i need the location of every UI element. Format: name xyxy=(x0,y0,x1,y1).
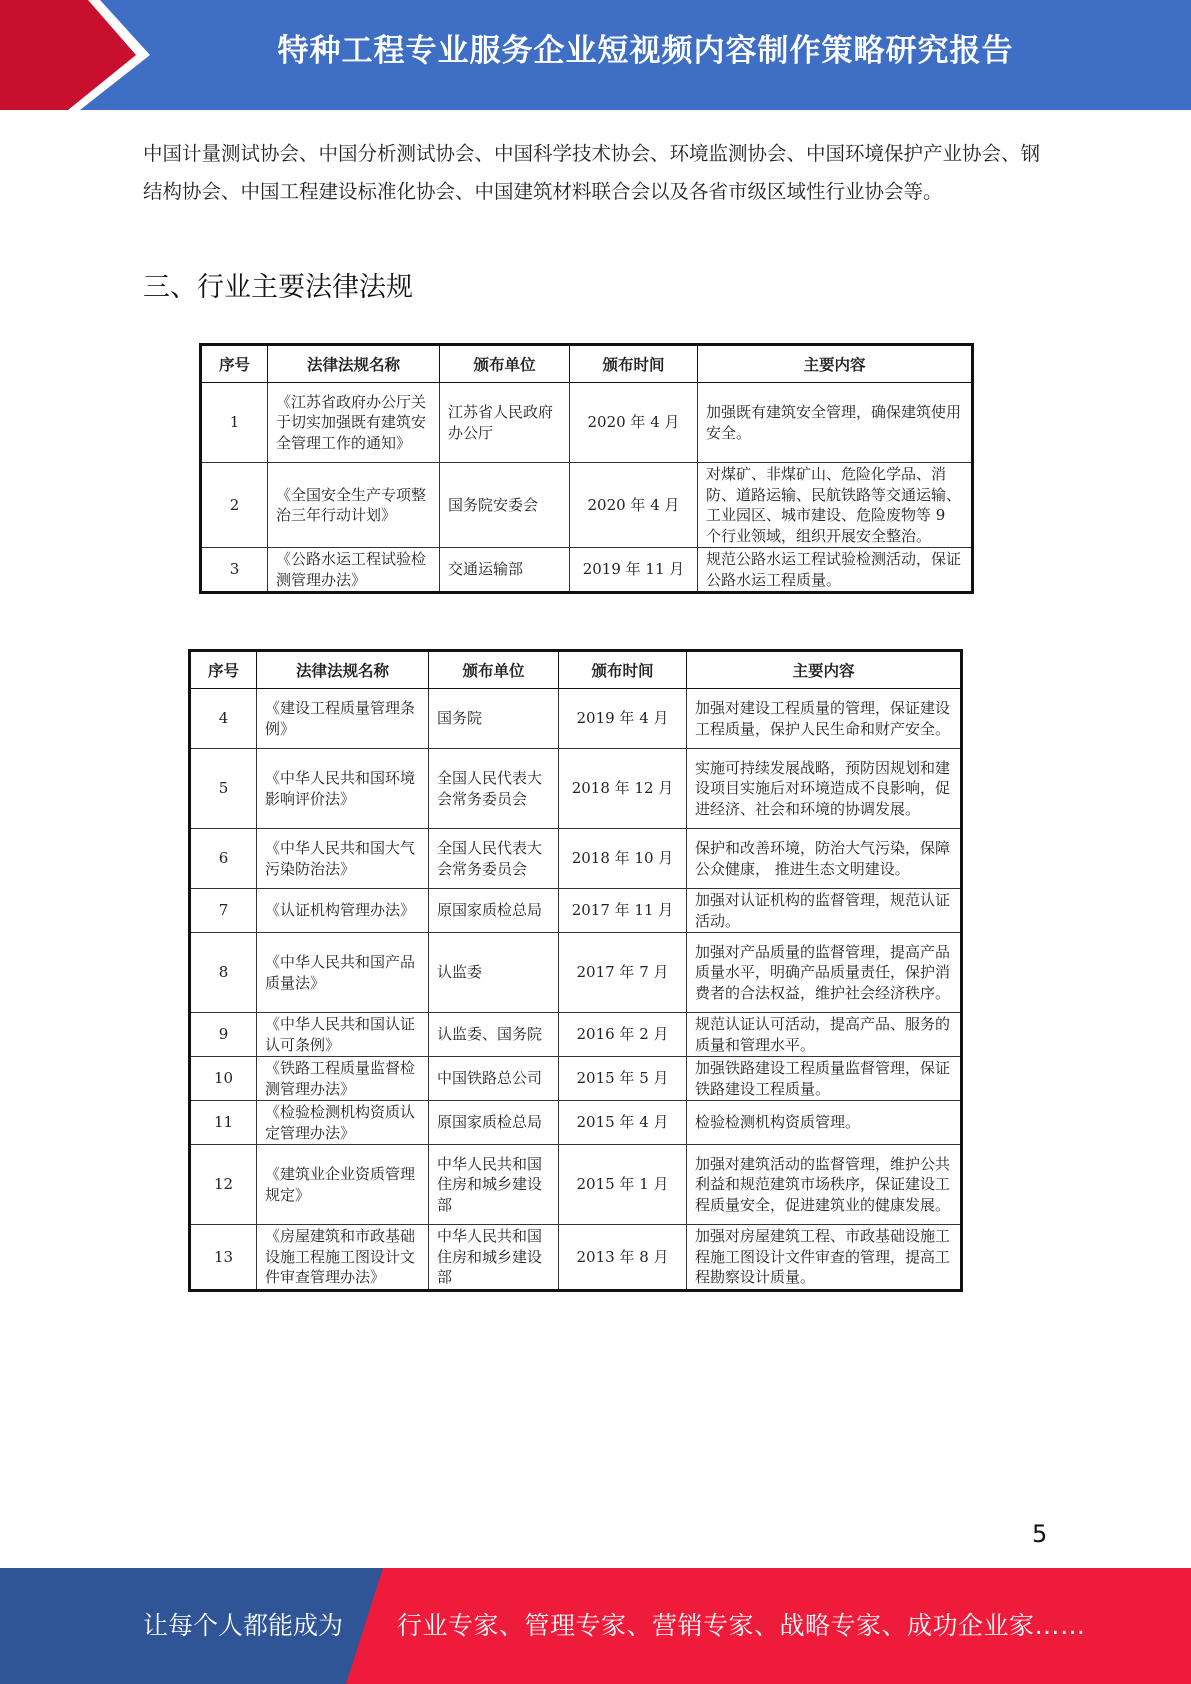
cell-date: 2019 年 11 月 xyxy=(570,548,698,592)
cell-date: 2018 年 10 月 xyxy=(559,829,687,889)
cell-content: 保护和改善环境，防治大气污染，保障公众健康， 推进生态文明建设。 xyxy=(687,829,961,889)
cell-name: 《中华人民共和国认证认可条例》 xyxy=(257,1013,429,1057)
cell-name: 《房屋建筑和市政基础设施工程施工图设计文件审查管理办法》 xyxy=(257,1225,429,1290)
page-number: 5 xyxy=(1032,1520,1048,1548)
cell-org: 国务院 xyxy=(429,689,559,749)
cell-org: 原国家质检总局 xyxy=(429,1101,559,1145)
cell-content: 规范公路水运工程试验检测活动，保证公路水运工程质量。 xyxy=(698,548,972,592)
page-header xyxy=(0,0,1191,110)
header-content: 主要内容 xyxy=(698,346,972,383)
cell-content: 检验检测机构资质管理。 xyxy=(687,1101,961,1145)
cell-content: 加强既有建筑安全管理，确保建筑使用安全。 xyxy=(698,383,972,463)
cell-content: 实施可持续发展战略，预防因规划和建设项目实施后对环境造成不良影响，促进经济、社会和环境的协调发展。 xyxy=(687,749,961,829)
cell-no: 5 xyxy=(191,749,257,829)
page-footer xyxy=(0,1568,1191,1684)
table-header-row xyxy=(191,652,961,689)
table-row xyxy=(191,749,961,829)
cell-name: 《建设工程质量管理条例》 xyxy=(257,689,429,749)
cell-content: 加强对建设工程质量的管理，保证建设工程质量，保护人民生命和财产安全。 xyxy=(687,689,961,749)
cell-date: 2017 年 11 月 xyxy=(559,889,687,933)
cell-no: 7 xyxy=(191,889,257,933)
cell-name: 《公路水运工程试验检测管理办法》 xyxy=(268,548,440,592)
cell-content: 规范认证认可活动，提高产品、服务的质量和管理水平。 xyxy=(687,1013,961,1057)
report-title: 特种工程专业服务企业短视频内容制作策略研究报告 xyxy=(277,33,1014,69)
table-row xyxy=(191,1145,961,1225)
cell-date: 2020 年 4 月 xyxy=(570,383,698,463)
header-date: 颁布时间 xyxy=(570,346,698,383)
table-row xyxy=(191,689,961,749)
header-content: 主要内容 xyxy=(687,652,961,689)
cell-no: 1 xyxy=(202,383,268,463)
header-name: 法律法规名称 xyxy=(268,346,440,383)
table-row xyxy=(202,463,972,548)
cell-org: 江苏省人民政府办公厅 xyxy=(440,383,570,463)
cell-no: 6 xyxy=(191,829,257,889)
header-no: 序号 xyxy=(191,652,257,689)
table-row xyxy=(191,889,961,933)
cell-org: 认监委、国务院 xyxy=(429,1013,559,1057)
cell-content: 加强铁路建设工程质量监督管理，保证铁路建设工程质量。 xyxy=(687,1057,961,1101)
cell-no: 13 xyxy=(191,1225,257,1290)
cell-no: 4 xyxy=(191,689,257,749)
cell-name: 《江苏省政府办公厅关于切实加强既有建筑安全管理工作的通知》 xyxy=(268,383,440,463)
cell-org: 中华人民共和国住房和城乡建设部 xyxy=(429,1145,559,1225)
cell-org: 全国人民代表大会常务委员会 xyxy=(429,749,559,829)
cell-name: 《检验检测机构资质认定管理办法》 xyxy=(257,1101,429,1145)
cell-content: 加强对认证机构的监督管理，规范认证活动。 xyxy=(687,889,961,933)
table-row xyxy=(191,933,961,1013)
cell-name: 《中华人民共和国产品质量法》 xyxy=(257,933,429,1013)
table-row xyxy=(191,1101,961,1145)
cell-name: 《建筑业企业资质管理规定》 xyxy=(257,1145,429,1225)
cell-content: 加强对产品质量的监督管理，提高产品质量水平，明确产品质量责任，保护消费者的合法权益，维护社会经济秩序。 xyxy=(687,933,961,1013)
cell-content: 对煤矿、非煤矿山、危险化学品、消防、道路运输、民航铁路等交通运输、工业园区、城市建设、危险废物等 9 个行业领域，组织开展安全整治。 xyxy=(698,463,972,548)
laws-table-1 xyxy=(201,345,972,592)
laws-table-2 xyxy=(190,651,961,1290)
cell-org: 中国铁路总公司 xyxy=(429,1057,559,1101)
cell-date: 2016 年 2 月 xyxy=(559,1013,687,1057)
table-row xyxy=(191,1057,961,1101)
cell-no: 10 xyxy=(191,1057,257,1101)
cell-org: 交通运输部 xyxy=(440,548,570,592)
header-date: 颁布时间 xyxy=(559,652,687,689)
cell-no: 2 xyxy=(202,463,268,548)
cell-date: 2018 年 12 月 xyxy=(559,749,687,829)
cell-no: 12 xyxy=(191,1145,257,1225)
header-no: 序号 xyxy=(202,346,268,383)
footer-slogan-right: 行业专家、管理专家、营销专家、战略专家、成功企业家…… xyxy=(397,1611,1086,1640)
cell-name: 《中华人民共和国环境影响评价法》 xyxy=(257,749,429,829)
cell-name: 《铁路工程质量监督检测管理办法》 xyxy=(257,1057,429,1101)
cell-date: 2015 年 5 月 xyxy=(559,1057,687,1101)
table-row xyxy=(191,1225,961,1290)
footer-slogan-left: 让每个人都能成为 xyxy=(143,1611,344,1640)
header-org: 颁布单位 xyxy=(440,346,570,383)
cell-date: 2015 年 4 月 xyxy=(559,1101,687,1145)
table-row xyxy=(202,383,972,463)
cell-no: 8 xyxy=(191,933,257,1013)
cell-org: 中华人民共和国住房和城乡建设部 xyxy=(429,1225,559,1290)
cell-org: 全国人民代表大会常务委员会 xyxy=(429,829,559,889)
table-row xyxy=(202,548,972,592)
cell-date: 2013 年 8 月 xyxy=(559,1225,687,1290)
cell-no: 9 xyxy=(191,1013,257,1057)
cell-name: 《认证机构管理办法》 xyxy=(257,889,429,933)
cell-content: 加强对房屋建筑工程、市政基础设施工程施工图设计文件审查的管理，提高工程勘察设计质量。 xyxy=(687,1225,961,1290)
cell-no: 11 xyxy=(191,1101,257,1145)
table-row xyxy=(191,1013,961,1057)
section-title: 三、行业主要法律法规 xyxy=(143,272,413,303)
header-name: 法律法规名称 xyxy=(257,652,429,689)
header-org: 颁布单位 xyxy=(429,652,559,689)
cell-name: 《全国安全生产专项整治三年行动计划》 xyxy=(268,463,440,548)
cell-org: 原国家质检总局 xyxy=(429,889,559,933)
table-header-row xyxy=(202,346,972,383)
table-row xyxy=(191,829,961,889)
cell-org: 国务院安委会 xyxy=(440,463,570,548)
cell-date: 2015 年 1 月 xyxy=(559,1145,687,1225)
cell-name: 《中华人民共和国大气污染防治法》 xyxy=(257,829,429,889)
cell-no: 3 xyxy=(202,548,268,592)
cell-content: 加强对建筑活动的监督管理，维护公共利益和规范建筑市场秩序，保证建设工程质量安全，促进建筑业的健康发展。 xyxy=(687,1145,961,1225)
cell-org: 认监委 xyxy=(429,933,559,1013)
cell-date: 2019 年 4 月 xyxy=(559,689,687,749)
cell-date: 2017 年 7 月 xyxy=(559,933,687,1013)
cell-date: 2020 年 4 月 xyxy=(570,463,698,548)
intro-paragraph: 中国计量测试协会、中国分析测试协会、中国科学技术协会、环境监测协会、中国环境保护产业协会、钢结构协会、中国工程建设标准化协会、中国建筑材料联合会以及各省市级区域性行业协会等。 xyxy=(143,142,1041,203)
